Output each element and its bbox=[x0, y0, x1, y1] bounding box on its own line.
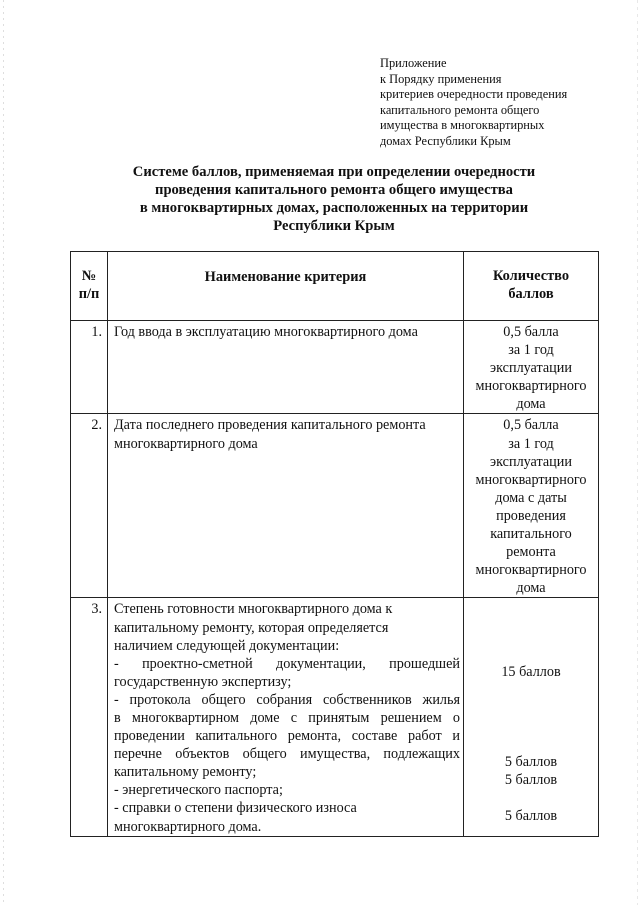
criterion-line: - справки о степени физического износа bbox=[114, 800, 357, 817]
points-line: 0,5 балла bbox=[503, 324, 559, 340]
header-num-line: № bbox=[81, 268, 97, 284]
table-row bbox=[71, 414, 599, 598]
row-criterion bbox=[108, 321, 464, 414]
row-num: 2. bbox=[71, 414, 108, 598]
table-row bbox=[71, 321, 599, 414]
points-line: 0,5 балла bbox=[503, 417, 559, 434]
header-name bbox=[108, 252, 464, 321]
criterion-line: наличием следующей документации: bbox=[114, 637, 340, 654]
points-line: за 1 год bbox=[508, 342, 554, 359]
points-line: эксплуатации bbox=[490, 453, 572, 470]
appendix-line: имущества в многоквартирных bbox=[380, 118, 545, 133]
row-points bbox=[464, 598, 599, 836]
appendix-note bbox=[380, 56, 620, 150]
scan-edge-left bbox=[3, 0, 4, 905]
criteria-table bbox=[70, 251, 599, 837]
criterion-line: капитальному ремонту; bbox=[114, 764, 257, 781]
points-line: капитального bbox=[490, 526, 572, 543]
scan-edge-right bbox=[637, 0, 638, 905]
points-protocol: 5 баллов bbox=[504, 754, 558, 771]
criterion-line: Дата последнего проведения капитального ремонта bbox=[114, 417, 426, 434]
row-num: 3. bbox=[71, 598, 108, 836]
title-line: проведения капитального ремонта общего имущества bbox=[155, 182, 513, 198]
criterion-line: перечне объектов общего имущества, подлежащих bbox=[114, 746, 460, 763]
points-line: многоквартирного bbox=[475, 378, 587, 395]
criterion-line: - проектно-сметной документации, прошедшей bbox=[114, 655, 460, 672]
points-wear-certificate: 5 баллов bbox=[504, 808, 558, 825]
points-line: дома bbox=[516, 580, 546, 597]
title-line: Системе баллов, применяемая при определении очередности bbox=[132, 164, 536, 180]
criterion-line: Степень готовности многоквартирного дома к bbox=[114, 601, 393, 618]
row-criterion bbox=[108, 414, 464, 598]
points-energy-passport: 5 баллов bbox=[504, 772, 558, 789]
appendix-line: капитального ремонта общего bbox=[380, 102, 540, 117]
header-points-line: Количество bbox=[492, 268, 570, 284]
criterion-line: проведении капитального ремонта, составе работ и bbox=[114, 728, 460, 745]
points-line: проведения bbox=[496, 507, 566, 524]
table-row bbox=[71, 598, 599, 836]
points-line: эксплуатации bbox=[490, 360, 572, 377]
criterion-line: - протокола общего собрания собственников жилья bbox=[114, 691, 460, 708]
appendix-line: домах Республики Крым bbox=[380, 133, 511, 148]
criterion-line: многоквартирного дома. bbox=[114, 818, 262, 835]
header-points-line: баллов bbox=[508, 286, 554, 302]
row-criterion bbox=[108, 598, 464, 836]
header-name-text: Наименование критерия bbox=[204, 269, 367, 285]
points-line: ремонта bbox=[506, 544, 556, 561]
criterion-line: Год ввода в эксплуатацию многоквартирного дома bbox=[114, 324, 418, 340]
header-num bbox=[71, 252, 108, 321]
points-line: за 1 год bbox=[508, 435, 554, 452]
row-points bbox=[464, 321, 599, 414]
document-title bbox=[70, 163, 598, 235]
points-line: дома bbox=[516, 396, 546, 413]
criterion-line: капитальному ремонту, которая определяется bbox=[114, 619, 389, 636]
appendix-line: к Порядку применения bbox=[380, 71, 502, 86]
points-line: дома с даты bbox=[495, 489, 567, 506]
points-line: многоквартирного bbox=[475, 471, 587, 488]
appendix-line: критериев очередности проведения bbox=[380, 87, 568, 102]
header-points bbox=[464, 252, 599, 321]
criterion-line: - энергетического паспорта; bbox=[114, 782, 283, 799]
criterion-line: в многоквартирном доме с принятым решением о bbox=[114, 709, 460, 726]
appendix-line: Приложение bbox=[380, 56, 447, 70]
title-line: Республики Крым bbox=[273, 218, 395, 234]
row-num: 1. bbox=[71, 321, 108, 414]
title-line: в многоквартирных домах, расположенных на территории bbox=[139, 200, 529, 216]
points-line: многоквартирного bbox=[475, 562, 587, 579]
table-header-row bbox=[71, 252, 599, 321]
header-num-line: п/п bbox=[78, 286, 100, 302]
criterion-line: многоквартирного дома bbox=[114, 435, 258, 452]
row-points bbox=[464, 414, 599, 598]
points-design-docs: 15 баллов bbox=[501, 664, 561, 681]
criterion-line: государственную экспертизу; bbox=[114, 673, 292, 690]
